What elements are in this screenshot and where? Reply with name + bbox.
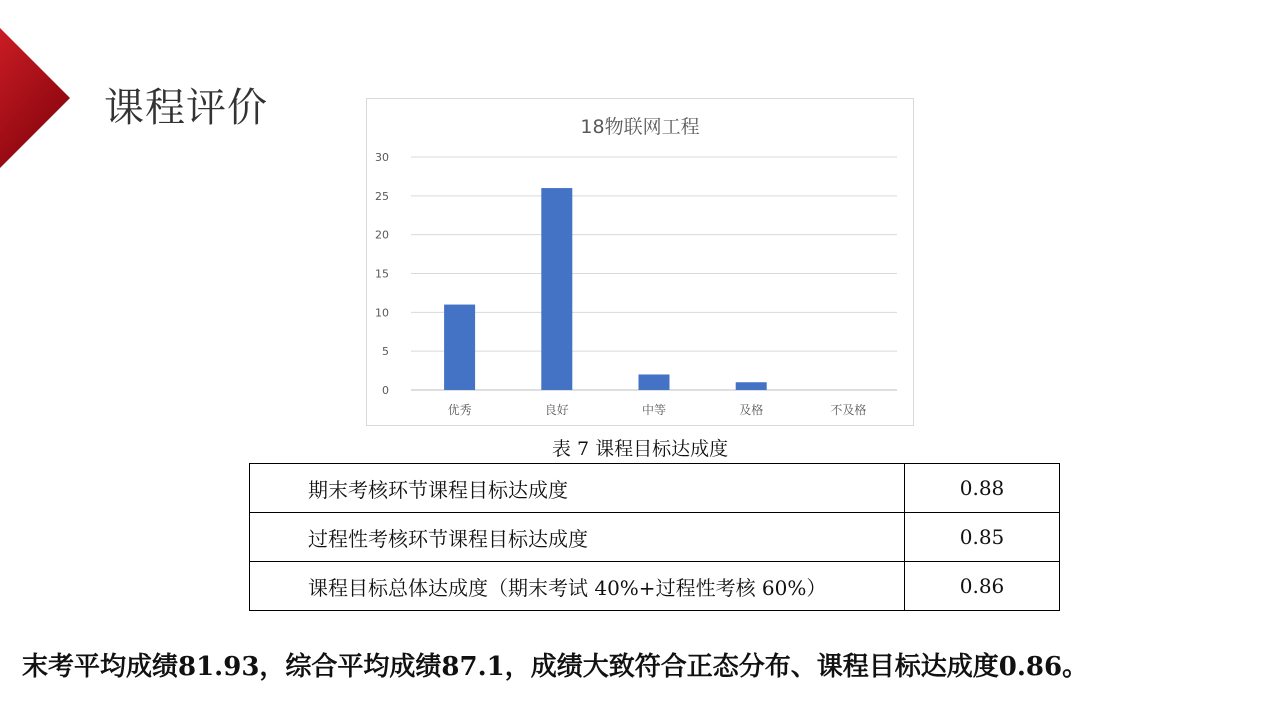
x-tick-label: 不及格 [830, 403, 867, 417]
y-tick-label: 25 [375, 189, 389, 203]
bar [639, 374, 670, 390]
x-axis-labels [448, 402, 867, 417]
grid-lines [411, 157, 897, 390]
y-tick-label: 0 [382, 384, 389, 397]
row-label: 过程性考核环节课程目标达成度 [250, 513, 905, 562]
table-row [250, 562, 1060, 611]
bar [736, 382, 767, 390]
row-label: 课程目标总体达成度（期末考试 40%+过程性考核 60%） [250, 562, 905, 611]
y-tick-label: 30 [375, 151, 389, 164]
y-tick-label: 10 [375, 306, 389, 320]
bar-chart-svg [367, 99, 913, 425]
table-row [250, 464, 1060, 513]
table-row [250, 513, 1060, 562]
summary-text: 末考平均成绩81.93，综合平均成绩87.1，成绩大致符合正态分布、课程目标达成度0.86。 [22, 652, 1089, 682]
x-tick-label: 良好 [544, 403, 569, 417]
red-accent-shape [0, 28, 70, 168]
row-value: 0.85 [905, 513, 1060, 562]
x-tick-label: 优秀 [447, 403, 472, 417]
x-tick-label: 中等 [641, 403, 667, 417]
bar [444, 305, 475, 390]
row-value: 0.88 [905, 464, 1060, 513]
row-label: 期末考核环节课程目标达成度 [250, 464, 905, 513]
achievement-table [249, 463, 1060, 611]
bars [444, 188, 767, 390]
page-title: 课程评价 [104, 85, 268, 131]
y-tick-label: 15 [375, 267, 389, 281]
row-value: 0.86 [905, 562, 1060, 611]
y-tick-label: 20 [375, 228, 389, 242]
table-caption: 表 7 课程目标达成度 [551, 438, 729, 460]
bar-chart [366, 98, 914, 426]
y-tick-label: 5 [382, 345, 389, 359]
bar [541, 188, 572, 390]
x-tick-label: 及格 [739, 403, 764, 417]
chart-title: 18物联网工程 [580, 116, 700, 138]
y-axis-ticks [375, 151, 389, 397]
